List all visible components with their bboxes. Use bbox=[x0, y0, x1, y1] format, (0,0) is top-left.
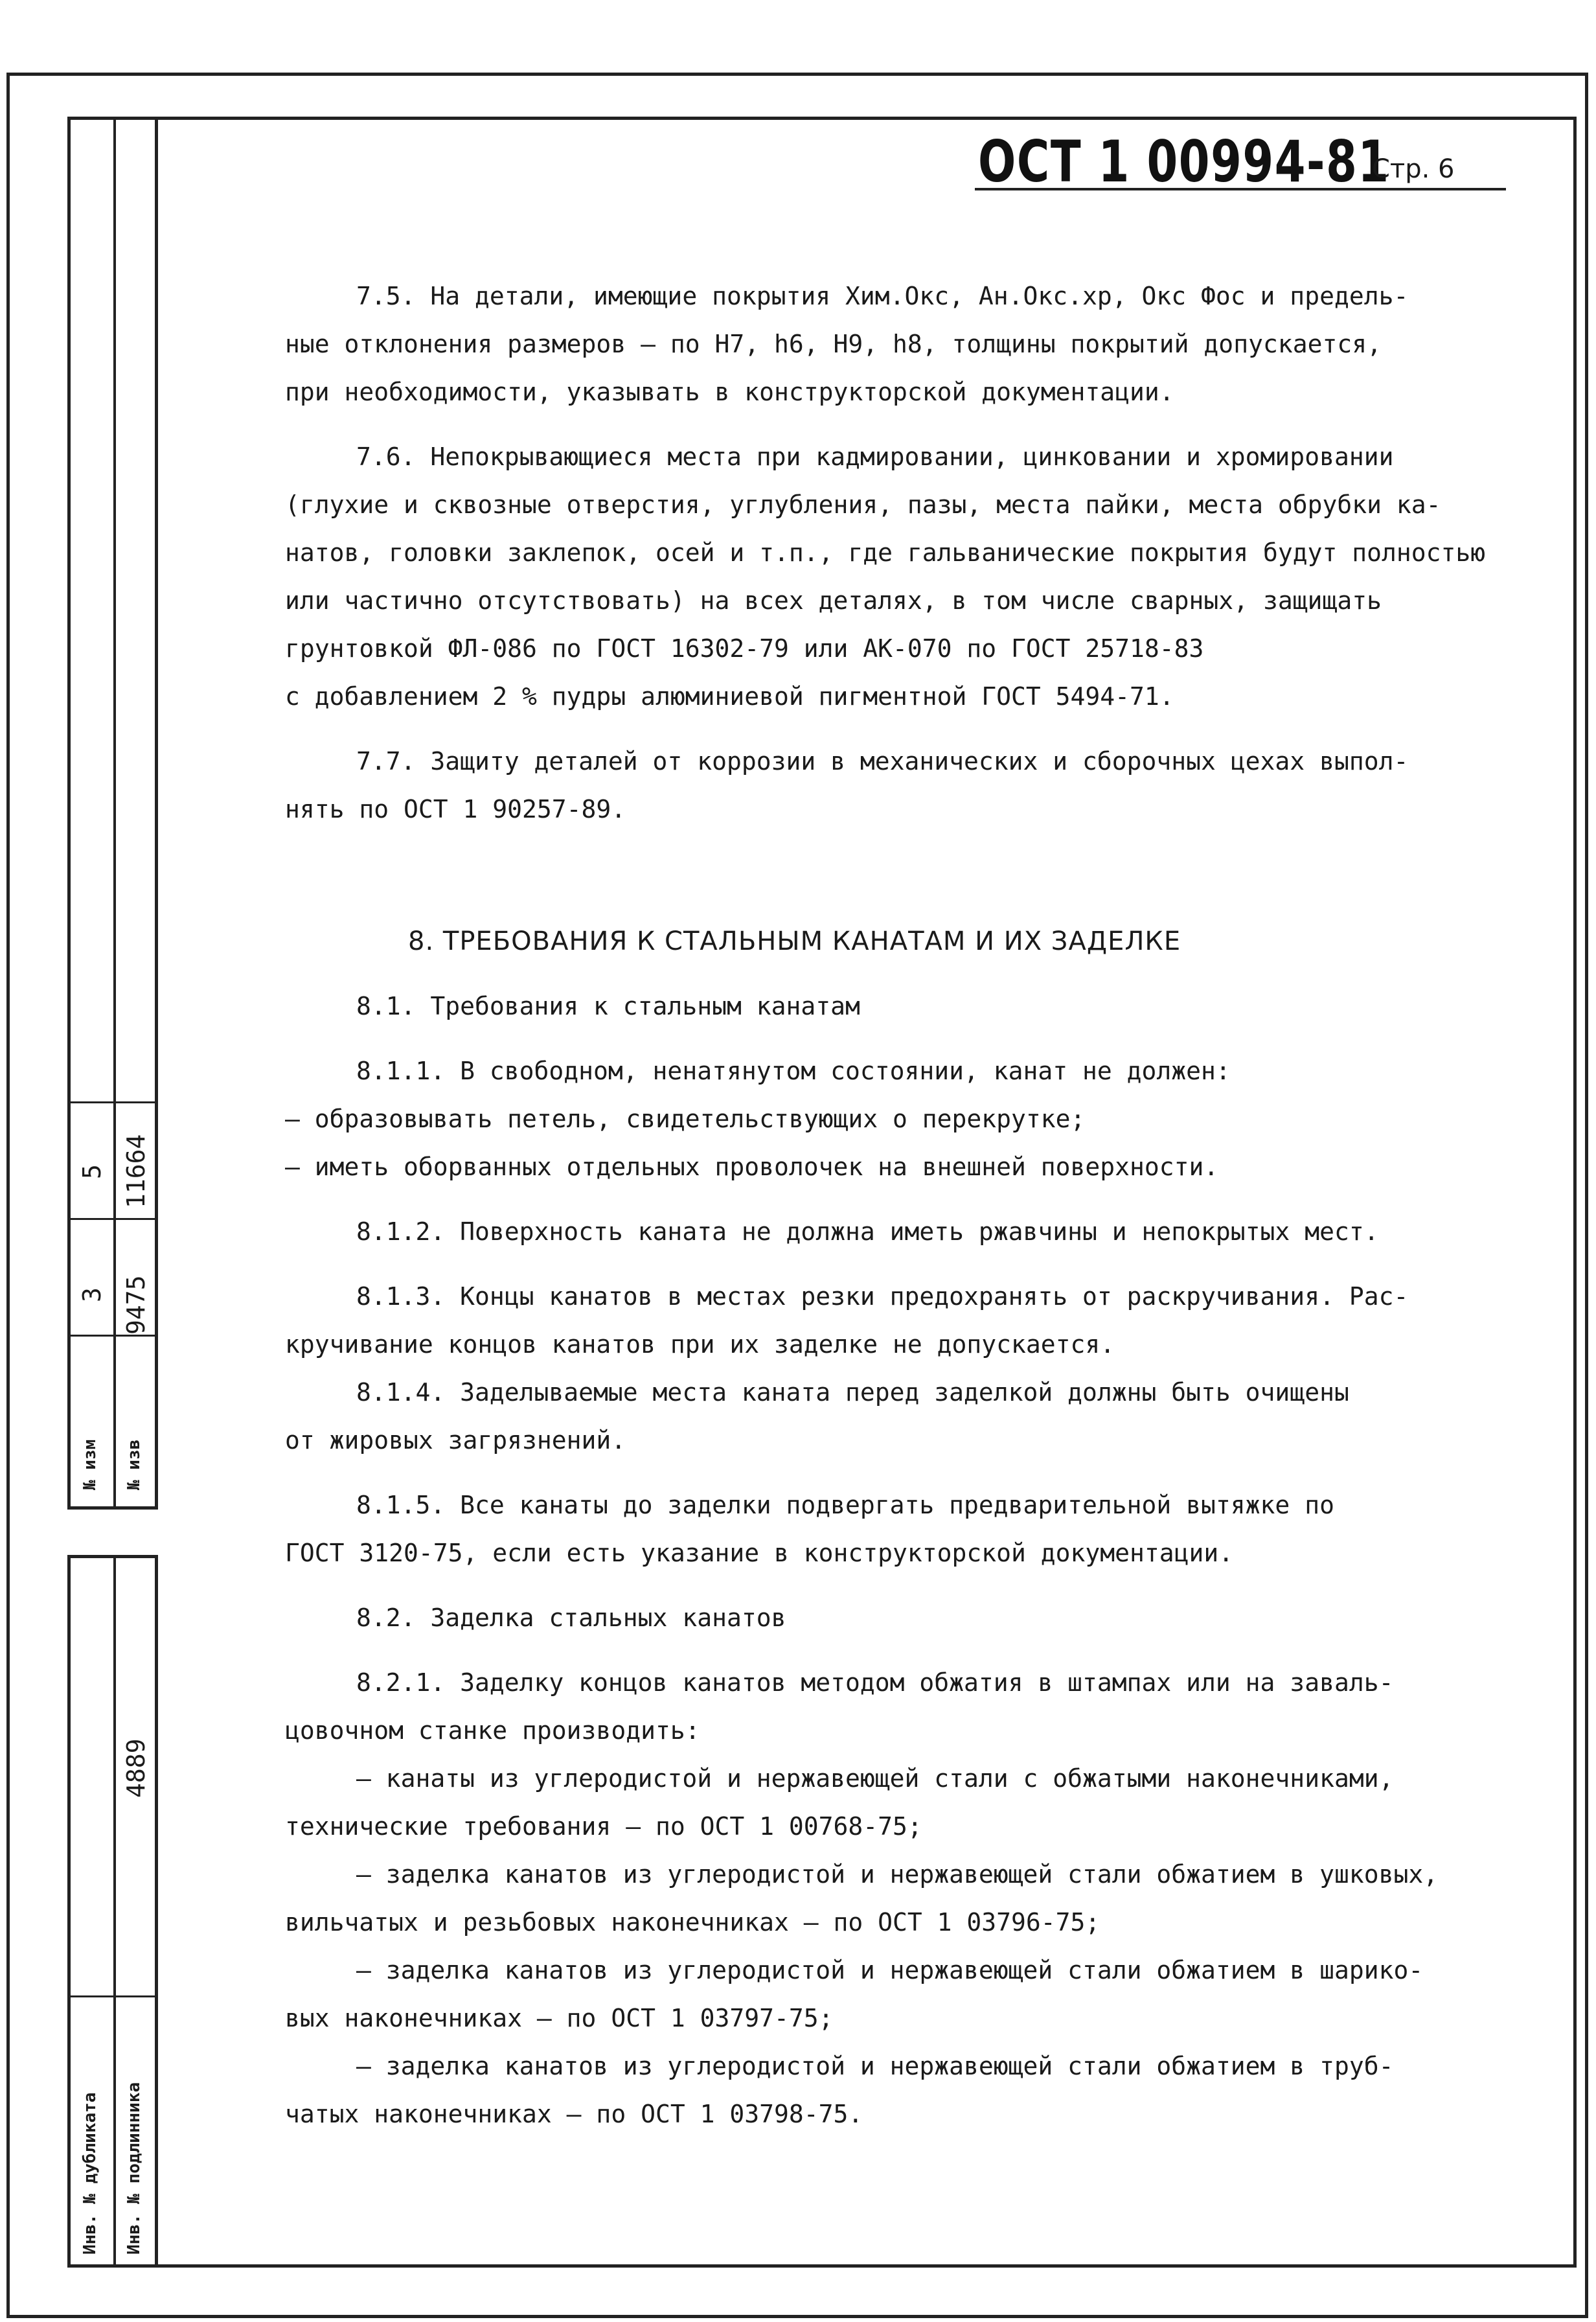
margin-change-number-2: 3 bbox=[78, 1287, 106, 1302]
margin-column-divider bbox=[113, 117, 116, 1510]
text-line: или частично отсутствовать) на всех деталях, в том числе сварных, защищать bbox=[285, 586, 1382, 615]
margin-row-line bbox=[67, 1101, 158, 1103]
margin-row-line bbox=[67, 1335, 158, 1337]
text-line: 7.6. Непокрывающиеся места при кадмировании, цинковании и хромировании bbox=[356, 443, 1394, 471]
margin-notice-number-2: 9475 bbox=[122, 1275, 150, 1335]
text-line: вильчатых и резьбовых наконечниках – по ОСТ 1 03796-75; bbox=[285, 1908, 1100, 1937]
paragraph-7-6 bbox=[285, 433, 1490, 720]
text-line: 7.7. Защиту деталей от коррозии в механических и сборочных цехах выпол- bbox=[356, 747, 1409, 776]
text-line: – иметь оборванных отдельных проволочек на внешней поверхности. bbox=[285, 1153, 1219, 1181]
text-line: цовочном станке производить: bbox=[285, 1716, 700, 1745]
text-line: – заделка канатов из углеродистой и нержавеющей стали обжатием в труб- bbox=[356, 2052, 1394, 2080]
margin-row-line bbox=[67, 1218, 158, 1220]
text-line: чатых наконечниках – по ОСТ 1 03798-75. bbox=[285, 2100, 863, 2128]
text-line: – заделка канатов из углеродистой и нержавеющей стали обжатием в шарико- bbox=[356, 1956, 1424, 1984]
header-underline bbox=[975, 188, 1506, 190]
text-line: 8.1.4. Заделываемые места каната перед заделкой должны быть очищены bbox=[356, 1378, 1349, 1407]
text-line: (глухие и сквозные отверстия, углубления, пазы, места пайки, места обрубки ка- bbox=[285, 490, 1441, 519]
paragraph-8-1-3 bbox=[285, 1272, 1490, 1368]
text-line: технические требования – по ОСТ 1 00768-75; bbox=[285, 1812, 922, 1841]
text-line: вых наконечниках – по ОСТ 1 03797-75; bbox=[285, 2004, 834, 2032]
paragraph-8-1-1 bbox=[285, 1047, 1490, 1191]
margin-original-inventory-label: Инв. № подлинника bbox=[124, 2082, 144, 2255]
text-line: ГОСТ 3120-75, если есть указание в конструкторской документации. bbox=[285, 1539, 1234, 1567]
margin-duplicate-inventory-label: Инв. № дубликата bbox=[80, 2092, 100, 2255]
margin-notice-label: № изв bbox=[124, 1439, 144, 1490]
text-line: 7.5. На детали, имеющие покрытия Хим.Окс, Ан.Окс.хр, Окс Фос и предель- bbox=[356, 282, 1409, 310]
subsection-8-2-title: 8.2. Заделка стальных канатов bbox=[356, 1604, 786, 1632]
text-line: с добавлением 2 % пудры алюминиевой пигментной ГОСТ 5494-71. bbox=[285, 682, 1174, 711]
text-line: 8.2.1. Заделку концов канатов методом обжатия в штампах или на заваль- bbox=[356, 1668, 1394, 1697]
margin-inventory-number: 4889 bbox=[122, 1738, 150, 1798]
text-line: ные отклонения размеров – по Н7, h6, Н9, h8, толщины покрытий допускается, bbox=[285, 330, 1382, 358]
margin-column-divider bbox=[113, 1555, 116, 2268]
text-line: – образовывать петель, свидетельствующих о перекрутке; bbox=[285, 1105, 1086, 1133]
text-line: от жировых загрязнений. bbox=[285, 1426, 626, 1454]
text-line: – заделка канатов из углеродистой и нержавеющей стали обжатием в ушковых, bbox=[356, 1860, 1439, 1889]
subsection-8-1-title: 8.1. Требования к стальным канатам bbox=[356, 992, 860, 1020]
text-line: натов, головки заклепок, осей и т.п., где гальванические покрытия будут полностью bbox=[285, 538, 1486, 567]
paragraph-8-1-4 bbox=[285, 1368, 1490, 1464]
text-line: 8.1.3. Концы канатов в местах резки предохранять от раскручивания. Рас- bbox=[356, 1282, 1409, 1311]
text-line: 8.1.1. В свободном, ненатянутом состоянии, канат не должен: bbox=[356, 1057, 1231, 1085]
document-code: ОСТ 1 00994-81 bbox=[978, 128, 1390, 195]
margin-change-label: № изм bbox=[80, 1439, 100, 1490]
paragraph-8-2-1 bbox=[285, 1659, 1490, 2138]
text-line: нять по ОСТ 1 90257-89. bbox=[285, 795, 626, 823]
text-line: 8.1.5. Все канаты до заделки подвергать предварительной вытяжке по bbox=[356, 1491, 1334, 1519]
text-line: при необходимости, указывать в конструкторской документации. bbox=[285, 378, 1174, 406]
text-line: грунтовкой ФЛ-086 по ГОСТ 16302-79 или АК-070 по ГОСТ 25718-83 bbox=[285, 634, 1204, 663]
page-number: Стр. 6 bbox=[1372, 154, 1455, 184]
text-line: – канаты из углеродистой и нержавеющей стали с обжатыми наконечниками, bbox=[356, 1764, 1394, 1793]
paragraph-8-1-2: 8.1.2. Поверхность каната не должна иметь ржавчины и непокрытых мест. bbox=[356, 1217, 1379, 1246]
document-body bbox=[285, 272, 1490, 2138]
paragraph-7-5 bbox=[285, 272, 1490, 416]
margin-row-line bbox=[67, 1995, 158, 1997]
paragraph-7-7 bbox=[285, 737, 1490, 833]
text-line: кручивание концов канатов при их заделке не допускается. bbox=[285, 1330, 1115, 1359]
margin-change-number-1: 5 bbox=[78, 1164, 106, 1179]
paragraph-8-1-5 bbox=[285, 1481, 1490, 1577]
section-8-title: 8. ТРЕБОВАНИЯ К СТАЛЬНЫМ КАНАТАМ И ИХ ЗАДЕЛКЕ bbox=[408, 926, 1181, 956]
margin-notice-number-1: 11664 bbox=[122, 1134, 150, 1208]
